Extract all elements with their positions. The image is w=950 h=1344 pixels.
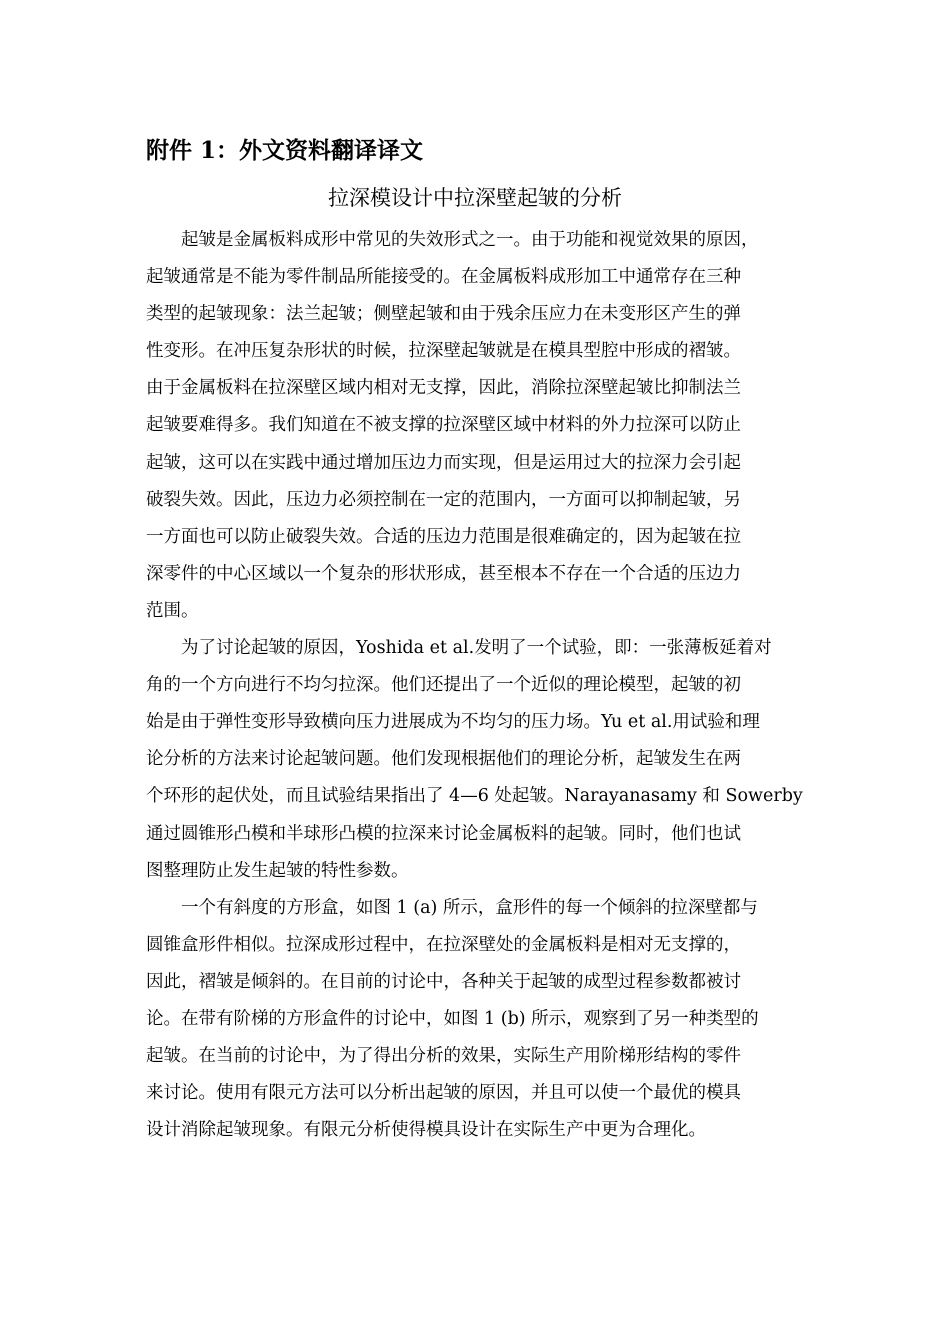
- text-line: 因此，褶皱是倾斜的。在目前的讨论中，各种关于起皱的成型过程参数都被讨: [146, 971, 741, 992]
- text-line: 起皱要难得多。我们知道在不被支撑的拉深壁区域中材料的外力拉深可以防止: [146, 415, 741, 436]
- text-line: 圆锥盒形件相似。拉深成形过程中，在拉深壁处的金属板料是相对无支撑的，: [146, 934, 741, 955]
- text-line: 角的一个方向进行不均匀拉深。他们还提出了一个近似的理论模型，起皱的初: [146, 675, 741, 696]
- paragraph-1: [146, 222, 814, 630]
- text-line: 深零件的中心区域以一个复杂的形状形成，甚至根本不存在一个合适的压边力: [146, 563, 741, 584]
- text-line: 起皱。在当前的讨论中，为了得出分析的效果，实际生产用阶梯形结构的零件: [146, 1046, 741, 1067]
- text-line: 为了讨论起皱的原因，Yoshida et al.发明了一个试验，即：一张薄板延着对: [181, 638, 772, 659]
- text-line: 设计消除起皱现象。有限元分析使得模具设计在实际生产中更为合理化。: [146, 1120, 706, 1141]
- text-line: 论分析的方法来讨论起皱问题。他们发现根据他们的理论分析，起皱发生在两: [146, 749, 741, 770]
- paragraph-2: [146, 630, 814, 890]
- text-line: 范围。: [146, 600, 199, 621]
- text-line: 起皱，这可以在实践中通过增加压边力而实现，但是运用过大的拉深力会引起: [146, 452, 741, 473]
- text-line: 一方面也可以防止破裂失效。合适的压边力范围是很难确定的，因为起皱在拉: [146, 526, 741, 547]
- text-line: 破裂失效。因此，压边力必须控制在一定的范围内，一方面可以抑制起皱，另: [146, 489, 741, 510]
- text-line: 个环形的起伏处，而且试验结果指出了 4—6 处起皱。Narayanasamy 和 Sowerby: [146, 786, 803, 807]
- article-title: 拉深模设计中拉深壁起皱的分析: [328, 186, 622, 210]
- article-body: [146, 222, 814, 1149]
- text-line: 图整理防止发生起皱的特性参数。: [146, 860, 409, 881]
- text-line: 由于金属板料在拉深壁区域内相对无支撑，因此，消除拉深壁起皱比抑制法兰: [146, 378, 741, 399]
- text-line: 来讨论。使用有限元方法可以分析出起皱的原因，并且可以使一个最优的模具: [146, 1083, 741, 1104]
- text-line: 性变形。在冲压复杂形状的时候，拉深壁起皱就是在模具型腔中形成的褶皱。: [146, 341, 741, 362]
- appendix-heading: 附件 1：外文资料翻译译文: [146, 137, 424, 164]
- paragraph-3: [146, 890, 814, 1150]
- text-line: 论。在带有阶梯的方形盒件的讨论中，如图 1 (b) 所示，观察到了另一种类型的: [146, 1008, 759, 1029]
- text-line: 类型的起皱现象：法兰起皱；侧壁起皱和由于残余压应力在未变形区产生的弹: [146, 304, 741, 325]
- text-line: 通过圆锥形凸模和半球形凸模的拉深来讨论金属板料的起皱。同时，他们也试: [146, 823, 741, 844]
- text-line: 起皱通常是不能为零件制品所能接受的。在金属板料成形加工中通常存在三种: [146, 267, 741, 288]
- text-line: 起皱是金属板料成形中常见的失效形式之一。由于功能和视觉效果的原因，: [181, 230, 759, 250]
- text-line: 始是由于弹性变形导致横向压力进展成为不均匀的压力场。Yu et al.用试验和理: [146, 712, 760, 733]
- text-line: 一个有斜度的方形盒，如图 1 (a) 所示，盒形件的每一个倾斜的拉深壁都与: [181, 897, 758, 918]
